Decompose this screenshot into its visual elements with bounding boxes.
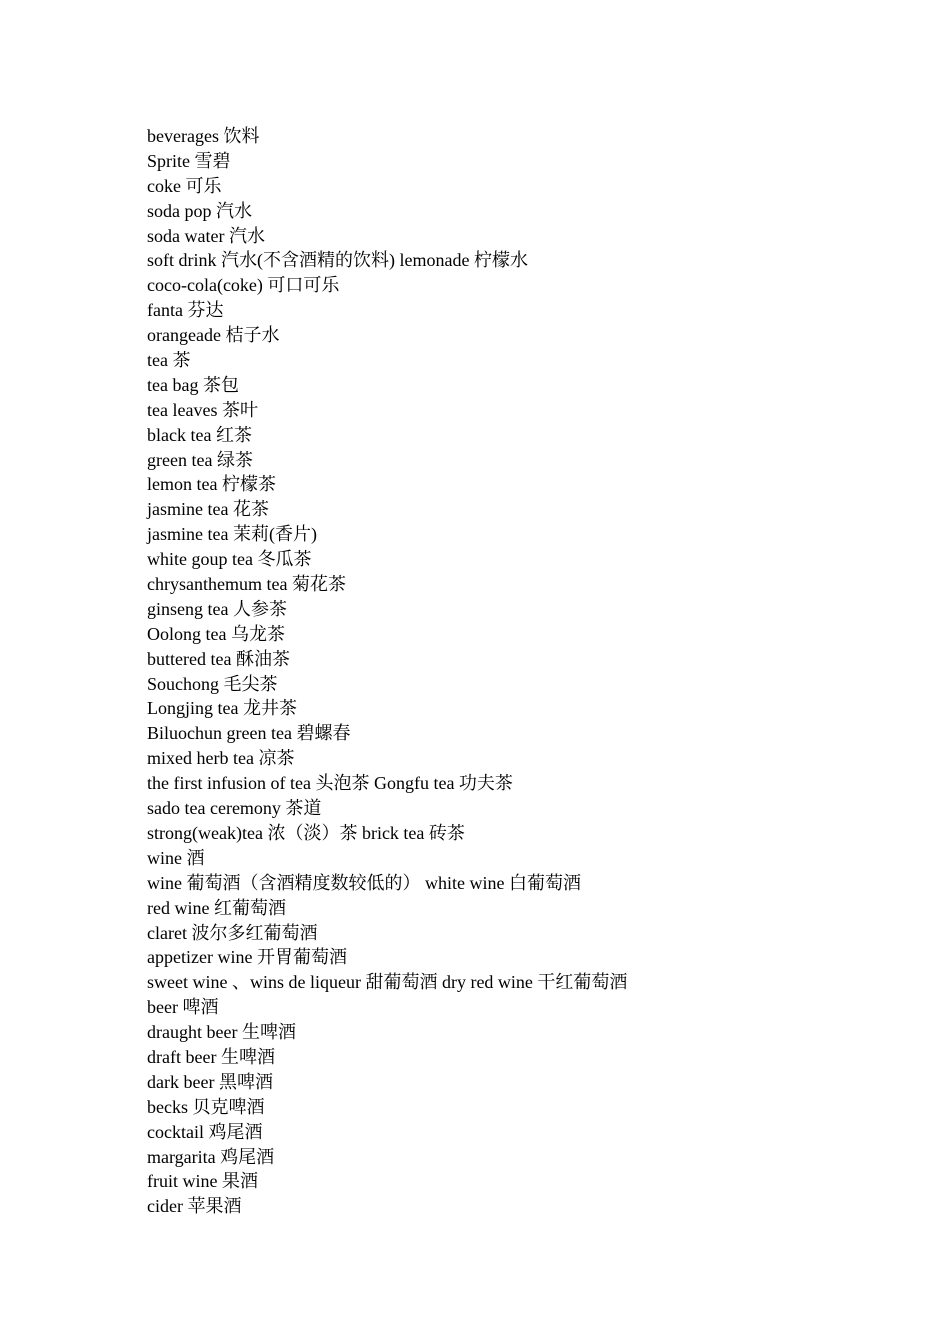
- vocab-line: appetizer wine 开胃葡萄酒: [147, 947, 347, 968]
- vocab-line: tea 茶: [147, 350, 191, 371]
- vocab-line: wine 酒: [147, 847, 205, 868]
- vocab-line: orangeade 桔子水: [147, 325, 280, 346]
- vocab-line: soft drink 汽水(不含酒精的饮料) lemonade 柠檬水: [147, 250, 528, 271]
- vocab-line: Biluochun green tea 碧螺春: [147, 723, 351, 744]
- vocab-line: mixed herb tea 凉茶: [147, 748, 295, 769]
- vocab-line: jasmine tea 茉莉(香片): [147, 524, 317, 545]
- vocab-line: red wine 红葡萄酒: [147, 897, 286, 918]
- vocab-line: sado tea ceremony 茶道: [147, 798, 322, 819]
- vocab-line: wine 葡萄酒（含酒精度数较低的） white wine 白葡萄酒: [147, 872, 581, 893]
- vocab-line: becks 贝克啤酒: [147, 1096, 265, 1117]
- vocab-line: Longjing tea 龙井茶: [147, 698, 297, 719]
- vocab-line: cocktail 鸡尾酒: [147, 1121, 263, 1142]
- vocab-line: green tea 绿茶: [147, 449, 253, 470]
- vocab-line: coke 可乐: [147, 175, 222, 196]
- vocab-line: tea leaves 茶叶: [147, 399, 258, 420]
- vocab-line: jasmine tea 花茶: [147, 499, 269, 520]
- vocab-line: lemon tea 柠檬茶: [147, 474, 276, 495]
- vocab-line: the first infusion of tea 头泡茶 Gongfu tea 功夫茶: [147, 773, 513, 794]
- vocab-line: strong(weak)tea 浓（淡）茶 brick tea 砖茶: [147, 822, 465, 843]
- vocab-line: Sprite 雪碧: [147, 150, 231, 171]
- vocab-line: margarita 鸡尾酒: [147, 1146, 275, 1167]
- vocab-line: soda water 汽水: [147, 225, 265, 246]
- vocab-line: white goup tea 冬瓜茶: [147, 549, 312, 570]
- vocab-line: sweet wine 、wins de liqueur 甜葡萄酒 dry red wine 干红葡萄酒: [147, 972, 628, 993]
- vocab-line: Oolong tea 乌龙茶: [147, 623, 285, 644]
- vocab-line: beer 啤酒: [147, 997, 219, 1018]
- vocab-line: claret 波尔多红葡萄酒: [147, 922, 318, 943]
- vocab-line: soda pop 汽水: [147, 200, 252, 221]
- vocabulary-list: [147, 124, 627, 1219]
- vocab-line: draft beer 生啤酒: [147, 1046, 275, 1067]
- vocab-line: dark beer 黑啤酒: [147, 1071, 273, 1092]
- vocab-line: chrysanthemum tea 菊花茶: [147, 574, 346, 595]
- vocab-line: tea bag 茶包: [147, 374, 239, 395]
- vocab-line: fruit wine 果酒: [147, 1171, 258, 1192]
- vocab-line: beverages 饮料: [147, 126, 260, 146]
- vocab-line: Souchong 毛尖茶: [147, 673, 278, 694]
- vocab-line: buttered tea 酥油茶: [147, 648, 290, 669]
- vocab-line: cider 苹果酒: [147, 1196, 242, 1217]
- vocab-line: black tea 红茶: [147, 424, 252, 445]
- vocab-line: coco-cola(coke) 可口可乐: [147, 275, 340, 296]
- vocab-line: fanta 芬达: [147, 300, 224, 321]
- vocab-line: ginseng tea 人参茶: [147, 598, 287, 619]
- vocab-line: draught beer 生啤酒: [147, 1022, 296, 1043]
